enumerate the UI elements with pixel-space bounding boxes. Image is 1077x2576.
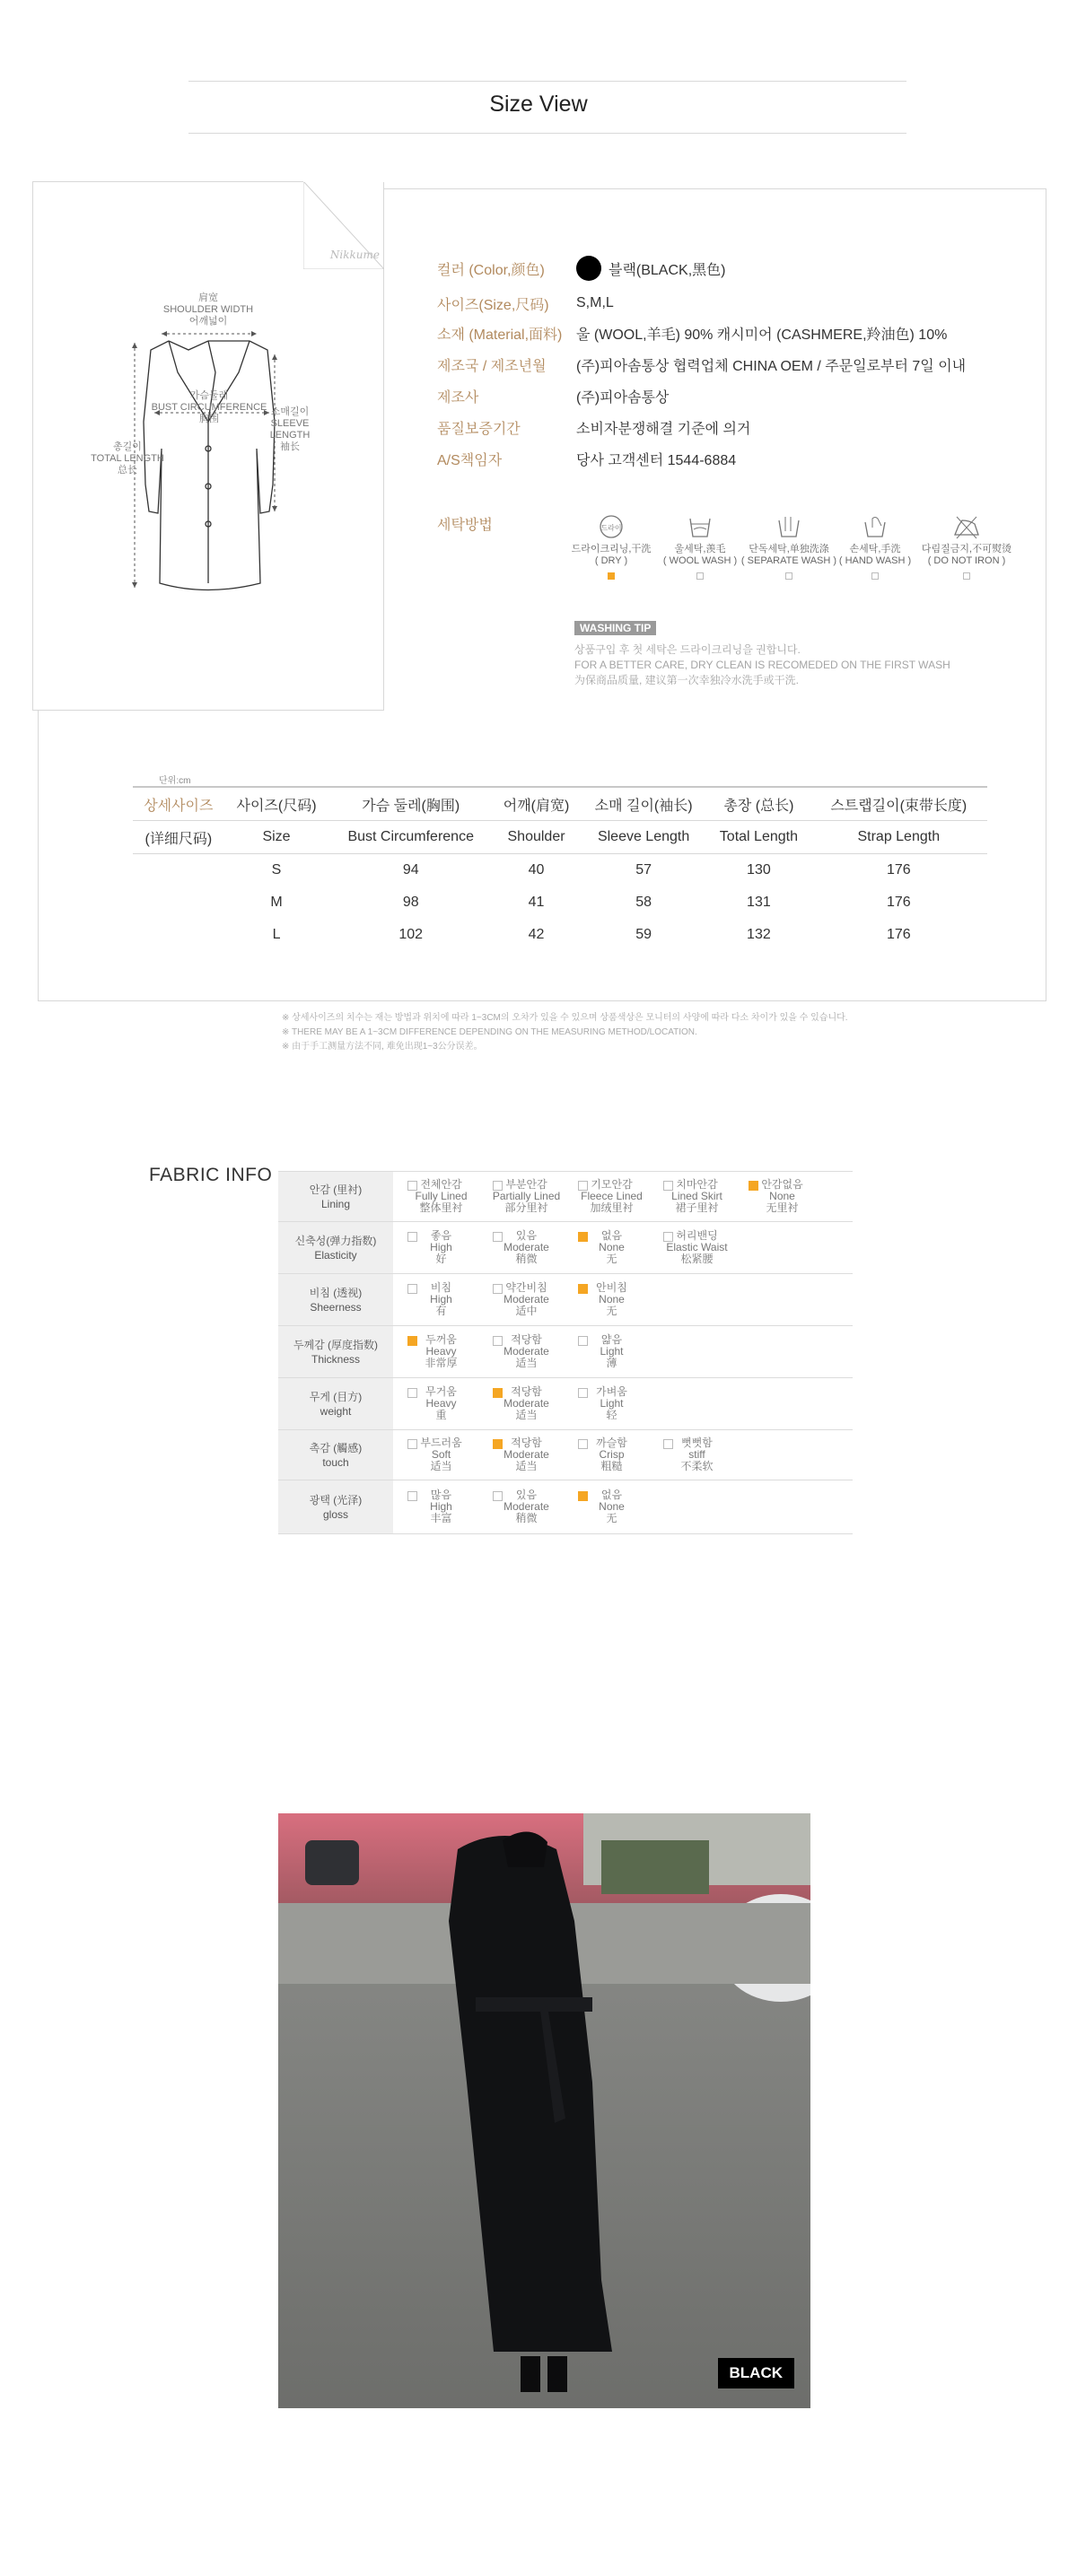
fabric-option-selected: 적당함 Moderate 适当	[484, 1386, 569, 1421]
wash-option-wool: 울세탁,羡毛 ( WOOL WASH )	[651, 513, 749, 580]
model-black-coat-image	[278, 1813, 810, 2408]
color-tag: BLACK	[718, 2358, 795, 2388]
fabric-option: 까슬함 Crisp 粗糙	[569, 1437, 654, 1472]
wash-option-hand: 손세탁,手洗 ( HAND WASH )	[826, 513, 924, 580]
fabric-option-selected: 적당함 Moderate 适当	[484, 1437, 569, 1472]
fabric-option: 기모안감 Fleece Lined 加绒里衬	[569, 1179, 654, 1214]
fabric-option-selected: 없음 None 无	[569, 1489, 654, 1524]
hand-wash-icon	[860, 513, 890, 540]
product-photo	[278, 1813, 810, 2408]
fabric-option: 적당함 Moderate 适当	[484, 1334, 569, 1369]
bust-circumference-label: 가슴둘레 BUST CIRCUMFERENCE 胸围	[151, 390, 267, 424]
fabric-option: 무거움 Heavy 重	[398, 1386, 484, 1421]
wash-method-label: 세탁방법	[437, 518, 493, 533]
title-divider-bottom	[188, 133, 906, 134]
spec-as-contact: A/S책임자 당사 고객센터 1544-6884	[437, 452, 737, 468]
fabric-option: 있음 Moderate 稍微	[484, 1230, 569, 1265]
wool-wash-icon	[685, 513, 715, 540]
do-not-iron-icon	[951, 513, 982, 540]
washing-tip-text: 상품구입 후 첫 세탁은 드라이크리닝을 권합니다. FOR A BETTER CARE, DRY CLEAN IS RECOMEDED ON THE FIRST WASH 为保商品质量, 建议第一次幸独冷水洗手或干洗.	[574, 643, 950, 686]
title-divider-top	[188, 81, 906, 82]
table-row: M 98 41 58 131 176	[270, 895, 911, 910]
total-length-label: 총길이 TOTAL LENGTH 总长	[91, 441, 164, 476]
brand-signature: Nikkume	[329, 249, 380, 261]
fabric-option-selected: 없음 None 无	[569, 1230, 654, 1265]
fabric-row-gloss: 광택 (光泽) gloss 많음 High 丰富 있음 Moderate 稍微 없음 None 无	[278, 1480, 853, 1534]
wash-check-dry	[608, 572, 615, 580]
wash-option-no-iron: 다림질금지,不可熨烫 ( DO NOT IRON )	[917, 513, 1016, 580]
wash-check-separate	[785, 572, 792, 580]
page-title: Size View	[489, 92, 588, 117]
fabric-option: 있음 Moderate 稍微	[484, 1489, 569, 1524]
fabric-option: 비침 High 有	[398, 1282, 484, 1317]
svg-text:드라이: 드라이	[600, 524, 622, 532]
fabric-option: 많음 High 丰富	[398, 1489, 484, 1524]
wash-check-wool	[696, 572, 704, 580]
fabric-option-selected: 안비침 None 无	[569, 1282, 654, 1317]
fabric-option: 치마안감 Lined Skirt 裙子里衬	[654, 1179, 740, 1214]
color-swatch	[576, 256, 601, 281]
fabric-option: 부드러움 Soft 适当	[398, 1437, 484, 1472]
fabric-info-title: FABRIC INFO	[149, 1165, 273, 1185]
table-row: S 94 40 57 130 176	[271, 862, 911, 878]
fabric-option: 좋음 High 好	[398, 1230, 484, 1265]
spec-manufacturer: 제조사 (주)피아솜통상	[437, 389, 670, 406]
fabric-row-sheerness: 비침 (透视) Sheerness 비침 High 有 약간비침 Moderate 适中 안비침 None 无	[278, 1274, 853, 1326]
fabric-option: 부분안감 Partially Lined 部分里衬	[492, 1178, 561, 1214]
fabric-row-touch: 촉감 (觸感) touch 부드러움 Soft 适当 적당함 Moderate 适当 까슬함 Crisp 粗糙 뻣뻣함 stiff 不柔软	[278, 1430, 853, 1480]
fabric-option: 전체안감 Fully Lined 整体里衬	[398, 1179, 484, 1214]
fabric-option: 가벼움 Light 轻	[569, 1386, 654, 1421]
size-table-header-ko: 상세사이즈 사이즈(尺码) 가슴 둘레(胸围) 어깨(肩宽) 소매 길이(袖长) 총장 (总长) 스트랩길이(束带长度)	[133, 787, 987, 821]
size-notes: ※ 상세사이즈의 치수는 재는 방법과 위치에 따라 1~3CM의 오차가 있을 수 있으며 상품색상은 모니터의 사양에 따라 다소 차이가 있을 수 있습니다. ※ THERE MAY BE A 1~3CM DIFFERENCE DEPENDING ON THE MEASURING METHOD/LOCATION. ※ 由于手工测量方法不同, 难免出现1~3公分误差。	[282, 1013, 848, 1052]
fabric-option: 뻣뻣함 stiff 不柔软	[654, 1437, 740, 1472]
wash-check-hand	[871, 572, 879, 580]
separate-wash-icon	[774, 513, 804, 540]
fabric-row-elasticity: 신축성(弹力指数) Elasticity 좋음 High 好 있음 Moderate 稍微 없음 None 无 허리밴딩 Elastic Waist 松紧腰	[278, 1222, 853, 1274]
wash-option-dry: 드라이 드라이크리닝,干洗 ( DRY )	[562, 513, 661, 580]
fabric-row-lining: 안감 (里衬) Lining 전체안감 Fully Lined 整体里衬 부분안감 Partially Lined 部分里衬 기모안감 Fleece Lined 加绒里衬 치마안감 Lined Skirt 裙子里衬 안감없음 None 无里衬	[278, 1172, 853, 1222]
washing-tip-badge: WASHING TIP	[574, 621, 656, 635]
fabric-option: 약간비침 Moderate 适中	[484, 1282, 569, 1317]
fabric-option: 얇음 Light 薄	[569, 1334, 654, 1369]
unit-label: 단위:cm	[159, 776, 191, 786]
fabric-row-thickness: 두께감 (厚度指数) Thickness 두꺼움 Heavy 非常厚 적당함 Moderate 适当 얇음 Light 薄	[278, 1326, 853, 1378]
fabric-option: 허리밴딩 Elastic Waist 松紧腰	[654, 1230, 740, 1265]
fabric-option-selected: 두꺼움 Heavy 非常厚	[398, 1334, 484, 1369]
size-table	[133, 786, 987, 951]
fabric-option-selected: 안감없음 None 无里衬	[740, 1179, 825, 1214]
shoulder-width-label: 肩宽 SHOULDER WIDTH 어깨넓이	[162, 293, 254, 327]
dry-clean-icon	[596, 513, 626, 540]
size-table-header-en: (详细尺码) Size Bust Circumference Shoulder Sleeve Length Total Length Strap Length	[133, 821, 987, 854]
spec-warranty: 품질보증기간 소비자분쟁해결 기준에 의거	[437, 421, 751, 437]
spec-color: 컬러 (Color,颜色) 블랙(BLACK,黑色)	[437, 257, 725, 280]
table-row: L 102 42 59 132 176	[272, 927, 911, 942]
sleeve-length-label: 소매길이 SLEEVE LENGTH 袖长	[269, 406, 311, 452]
spec-origin: 제조국 / 제조년월 (주)피아솜통상 협력업체 CHINA OEM / 주문일로부터 7일 이내	[437, 358, 967, 374]
fabric-row-weight: 무게 (目方) weight 무거움 Heavy 重 적당함 Moderate 适当 가벼움 Light 轻	[278, 1378, 853, 1430]
fabric-info-table	[278, 1171, 853, 1534]
spec-material: 소재 (Material,面料) 울 (WOOL,羊毛) 90% 캐시미어 (CASHMERE,羚油色) 10%	[437, 327, 948, 343]
spec-size: 사이즈(Size,尺码) S,M,L	[437, 295, 614, 313]
wash-option-separate: 단독세탁,单独洗涤 ( SEPARATE WASH )	[740, 513, 838, 580]
wash-check-no-iron	[963, 572, 970, 580]
